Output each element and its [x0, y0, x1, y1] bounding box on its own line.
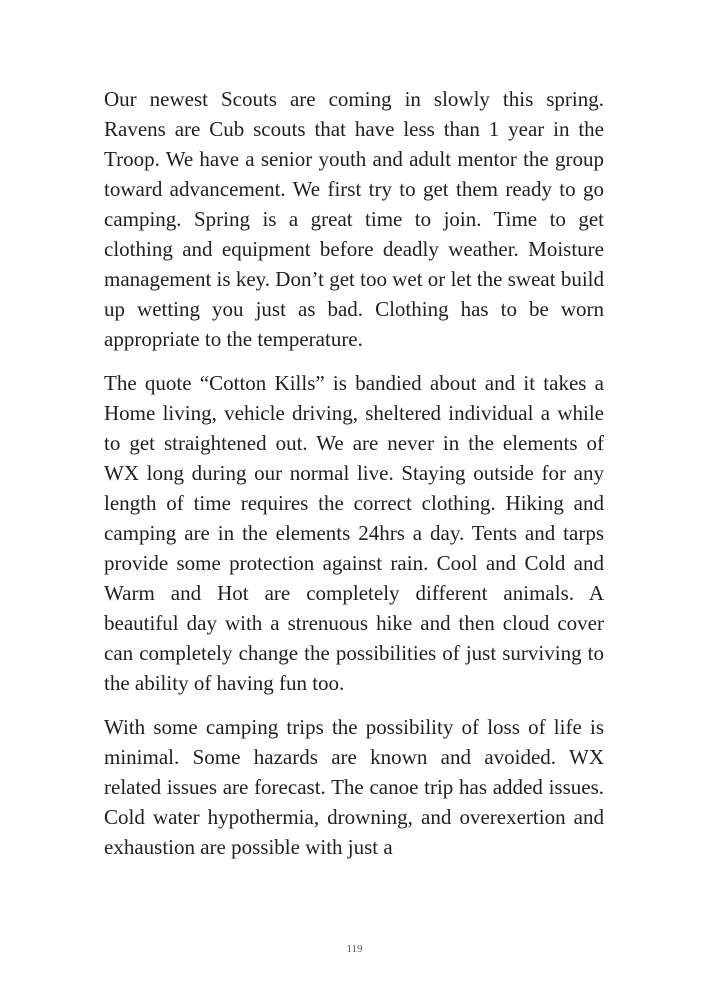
paragraph-ravens: Our newest Scouts are coming in slowly this spring. Ravens are Cub scouts that have less than 1 year in the Troop. We have a senior youth and adult mentor the group toward advancement. We first try to get them ready to go camping. Spring is a great time to join. Time to get clothing and equipment before deadly weather. Moisture management is key. Don’t get too wet or let the sweat build up wetting you just as bad. Clothing has to be worn appropriate to the temperature.: [104, 87, 604, 351]
page-body: [104, 84, 604, 876]
paragraph-cotton-kills: The quote “Cotton Kills” is bandied about and it takes a Home living, vehicle driving, sheltered individual a while to get straightened out. We are never in the elements of WX long during our normal live. Staying outside for any length of time requires the correct clothing. Hiking and camping are in the elements 24hrs a day. Tents and tarps provide some protection against rain. Cool and Cold and Warm and Hot are completely different animals. A beautiful day with a strenuous hike and then cloud cover can completely change the possibilities of just surviving to the ability of having fun too.: [104, 371, 604, 695]
page-number: 119: [346, 943, 363, 955]
paragraph-camping-hazards: With some camping trips the possibility of loss of life is minimal. Some hazards are known and avoided. WX related issues are forecast. The canoe trip has added issues. Cold water hypothermia, drowning, and overexertion and exhaustion are possible with just a: [104, 715, 604, 859]
